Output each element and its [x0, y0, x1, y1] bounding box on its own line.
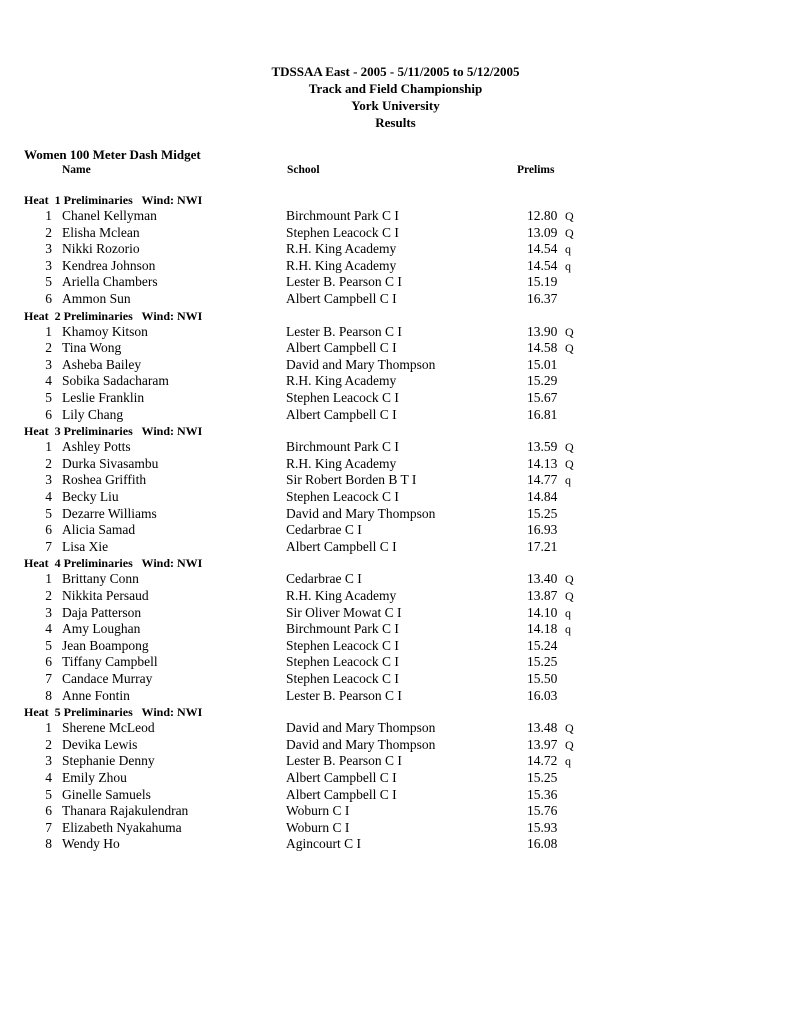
place-cell: 8 [45, 836, 52, 852]
event-title: Women 100 Meter Dash Midget [24, 147, 201, 162]
athlete-name-cell: Ariella Chambers [62, 274, 158, 290]
time-cell: 15.25 [527, 505, 558, 521]
school-cell: Birchmount Park C I [286, 621, 399, 637]
time-cell: 12.80 [527, 208, 558, 223]
time-cell: 15.50 [527, 671, 558, 686]
time-cell: 14.72 [527, 753, 558, 769]
school-cell: R.H. King Academy [286, 241, 397, 257]
time-cell: 14.54 [527, 241, 558, 257]
time-cell: 15.29 [527, 373, 558, 389]
result-row [0, 390, 791, 407]
result-row [0, 820, 791, 837]
qualifier-cell: Q [565, 341, 574, 356]
time-cell: 16.08 [527, 836, 558, 852]
time-cell: 13.97 [527, 736, 558, 752]
athlete-name-cell: Tina Wong [62, 340, 122, 356]
meet-title: TDSSAA East - 2005 - 5/11/2005 to 5/12/2005 [271, 64, 520, 79]
school-cell: Albert Campbell C I [286, 406, 397, 422]
school-cell: Lester B. Pearson C I [286, 687, 402, 703]
school-cell: Woburn C I [286, 803, 350, 819]
school-cell: Stephen Leacock C I [286, 390, 399, 405]
qualifier-cell: q [565, 605, 571, 620]
school-cell: Lester B. Pearson C I [286, 323, 402, 339]
result-row [0, 605, 791, 622]
school-cell: David and Mary Thompson [286, 736, 436, 752]
school-cell: R.H. King Academy [286, 257, 397, 273]
qualifier-cell: q [565, 473, 571, 488]
heat-title: Heat 5 Preliminaries Wind: NWI [24, 705, 203, 720]
time-cell: 15.25 [527, 770, 558, 785]
qualifier-cell: Q [565, 225, 574, 240]
result-row [0, 258, 791, 275]
time-cell: 15.76 [527, 803, 558, 819]
qualifier-cell: Q [565, 589, 574, 603]
qualifier-cell: Q [565, 209, 574, 223]
place-cell: 7 [45, 538, 52, 554]
time-cell: 14.84 [527, 489, 558, 504]
school-cell: Agincourt C I [286, 836, 361, 852]
result-row [0, 688, 791, 705]
time-cell: 13.90 [527, 323, 558, 339]
result-row [0, 324, 791, 341]
qualifier-cell: Q [565, 572, 574, 587]
place-cell: 8 [45, 687, 52, 703]
athlete-name-cell: Roshea Griffith [62, 472, 147, 488]
athlete-name-cell: Elisha Mclean [62, 224, 140, 240]
school-cell: David and Mary Thompson [286, 720, 436, 736]
place-cell: 5 [45, 637, 52, 653]
athlete-name-cell: Elizabeth Nyakahuma [62, 819, 182, 835]
place-cell: 3 [45, 604, 52, 620]
result-row [0, 439, 791, 456]
place-cell: 1 [45, 439, 52, 455]
school-cell: Albert Campbell C I [286, 291, 397, 306]
results-title: Results [375, 115, 416, 130]
result-row [0, 456, 791, 473]
athlete-name-cell: Lisa Xie [62, 538, 109, 554]
athlete-name-cell: Sobika Sadacharam [62, 373, 169, 389]
place-cell: 3 [45, 257, 52, 273]
venue-title: York University [351, 98, 440, 113]
qualifier-cell: Q [565, 721, 574, 736]
result-row [0, 340, 791, 357]
place-cell: 6 [45, 803, 52, 819]
column-header-school: School [287, 164, 320, 176]
result-row [0, 753, 791, 770]
school-cell: Stephen Leacock C I [286, 637, 399, 653]
place-cell: 1 [45, 323, 52, 339]
school-cell: Lester B. Pearson C I [286, 274, 402, 290]
athlete-name-cell: Thanara Rajakulendran [62, 803, 189, 819]
place-cell: 6 [45, 654, 52, 670]
time-cell: 13.09 [527, 224, 558, 240]
time-cell: 16.81 [527, 406, 558, 422]
school-cell: Stephen Leacock C I [286, 671, 399, 686]
athlete-name-cell: Sherene McLeod [62, 720, 155, 736]
school-cell: Albert Campbell C I [286, 340, 397, 356]
time-cell: 15.93 [527, 819, 558, 835]
place-cell: 5 [45, 786, 52, 802]
school-cell: Albert Campbell C I [286, 770, 397, 785]
column-header-prelims: Prelims [517, 164, 555, 176]
time-cell: 14.18 [527, 621, 558, 637]
school-cell: Sir Robert Borden B T I [286, 472, 417, 488]
place-cell: 5 [45, 505, 52, 521]
school-cell: Albert Campbell C I [286, 538, 397, 554]
athlete-name-cell: Anne Fontin [62, 687, 130, 703]
athlete-name-cell: Emily Zhou [62, 770, 127, 785]
place-cell: 6 [45, 406, 52, 422]
time-cell: 13.48 [527, 720, 558, 736]
place-cell: 3 [45, 753, 52, 769]
athlete-name-cell: Dezarre Williams [62, 505, 157, 521]
school-cell: R.H. King Academy [286, 455, 397, 471]
time-cell: 14.13 [527, 455, 558, 471]
athlete-name-cell: Kendrea Johnson [62, 257, 156, 273]
place-cell: 4 [45, 621, 52, 637]
athlete-name-cell: Jean Boampong [62, 637, 149, 653]
time-cell: 15.19 [527, 274, 558, 290]
result-row [0, 671, 791, 688]
school-cell: Birchmount Park C I [286, 208, 399, 223]
result-row [0, 803, 791, 820]
result-row [0, 720, 791, 737]
result-row [0, 407, 791, 424]
result-row [0, 621, 791, 638]
athlete-name-cell: Asheba Bailey [62, 356, 142, 372]
time-cell: 16.37 [527, 291, 558, 306]
result-row [0, 357, 791, 374]
result-row [0, 836, 791, 853]
school-cell: David and Mary Thompson [286, 505, 436, 521]
result-row [0, 506, 791, 523]
result-row [0, 489, 791, 506]
school-cell: Woburn C I [286, 819, 350, 835]
school-cell: Lester B. Pearson C I [286, 753, 402, 769]
school-cell: Sir Oliver Mowat C I [286, 604, 402, 620]
place-cell: 2 [45, 224, 52, 240]
result-row [0, 638, 791, 655]
place-cell: 2 [45, 736, 52, 752]
qualifier-cell: Q [565, 737, 574, 752]
time-cell: 13.40 [527, 571, 558, 587]
heat-title: Heat 3 Preliminaries Wind: NWI [24, 424, 203, 439]
athlete-name-cell: Nikki Rozorio [62, 241, 140, 257]
place-cell: 7 [45, 819, 52, 835]
school-cell: Birchmount Park C I [286, 439, 399, 455]
championship-title: Track and Field Championship [308, 81, 483, 96]
athlete-name-cell: Candace Murray [62, 671, 153, 686]
place-cell: 2 [45, 455, 52, 471]
result-row [0, 522, 791, 539]
time-cell: 15.36 [527, 786, 558, 802]
time-cell: 15.01 [527, 356, 558, 372]
place-cell: 7 [45, 671, 52, 686]
place-cell: 5 [45, 274, 52, 290]
athlete-name-cell: Khamoy Kitson [62, 323, 148, 339]
result-row [0, 274, 791, 291]
athlete-name-cell: Alicia Samad [62, 522, 136, 538]
athlete-name-cell: Tiffany Campbell [62, 654, 158, 670]
qualifier-cell: q [565, 242, 571, 257]
result-row [0, 770, 791, 787]
time-cell: 15.67 [527, 390, 558, 405]
athlete-name-cell: Chanel Kellyman [62, 208, 157, 223]
qualifier-cell: Q [565, 324, 574, 339]
heat-title: Heat 4 Preliminaries Wind: NWI [24, 556, 203, 571]
athlete-name-cell: Stephanie Denny [62, 753, 155, 769]
athlete-name-cell: Ashley Potts [62, 439, 131, 455]
time-cell: 16.03 [527, 687, 558, 703]
athlete-name-cell: Lily Chang [62, 406, 124, 422]
time-cell: 14.10 [527, 604, 558, 620]
school-cell: Stephen Leacock C I [286, 224, 399, 240]
place-cell: 4 [45, 489, 52, 504]
place-cell: 1 [45, 571, 52, 587]
result-row [0, 208, 791, 225]
athlete-name-cell: Durka Sivasambu [62, 455, 159, 471]
time-cell: 16.93 [527, 522, 558, 538]
time-cell: 13.59 [527, 439, 558, 455]
athlete-name-cell: Nikkita Persaud [62, 588, 149, 603]
qualifier-cell: Q [565, 440, 574, 455]
result-row [0, 539, 791, 556]
place-cell: 3 [45, 472, 52, 488]
school-cell: Stephen Leacock C I [286, 654, 399, 670]
athlete-name-cell: Ginelle Samuels [62, 786, 151, 802]
time-cell: 17.21 [527, 538, 558, 554]
time-cell: 14.58 [527, 340, 558, 356]
place-cell: 3 [45, 356, 52, 372]
place-cell: 1 [45, 208, 52, 223]
time-cell: 14.54 [527, 257, 558, 273]
time-cell: 15.25 [527, 654, 558, 670]
time-cell: 14.77 [527, 472, 558, 488]
place-cell: 2 [45, 588, 52, 603]
school-cell: Cedarbrae C I [286, 571, 362, 587]
school-cell: David and Mary Thompson [286, 356, 436, 372]
place-cell: 1 [45, 720, 52, 736]
school-cell: Stephen Leacock C I [286, 489, 399, 504]
athlete-name-cell: Ammon Sun [62, 291, 131, 306]
school-cell: Cedarbrae C I [286, 522, 362, 538]
result-row [0, 787, 791, 804]
result-row [0, 472, 791, 489]
heat-title: Heat 2 Preliminaries Wind: NWI [24, 308, 203, 323]
athlete-name-cell: Becky Liu [62, 489, 119, 504]
place-cell: 6 [45, 522, 52, 538]
school-cell: R.H. King Academy [286, 588, 397, 603]
result-row [0, 291, 791, 308]
qualifier-cell: q [565, 258, 571, 273]
result-row [0, 241, 791, 258]
athlete-name-cell: Wendy Ho [62, 836, 120, 852]
result-row [0, 654, 791, 671]
athlete-name-cell: Devika Lewis [62, 736, 138, 752]
column-header-name: Name [62, 164, 91, 176]
result-row [0, 571, 791, 588]
place-cell: 2 [45, 340, 52, 356]
result-row [0, 225, 791, 242]
place-cell: 3 [45, 241, 52, 257]
place-cell: 4 [45, 770, 52, 785]
school-cell: Albert Campbell C I [286, 786, 397, 802]
result-row [0, 373, 791, 390]
place-cell: 6 [45, 291, 52, 306]
place-cell: 5 [45, 390, 52, 405]
qualifier-cell: q [565, 622, 571, 637]
athlete-name-cell: Brittany Conn [62, 571, 139, 587]
qualifier-cell: q [565, 754, 571, 769]
place-cell: 4 [45, 373, 52, 389]
athlete-name-cell: Amy Loughan [62, 621, 141, 637]
qualifier-cell: Q [565, 456, 574, 471]
result-row [0, 588, 791, 605]
time-cell: 13.87 [527, 588, 558, 603]
school-cell: R.H. King Academy [286, 373, 397, 389]
result-row [0, 737, 791, 754]
heat-title: Heat 1 Preliminaries Wind: NWI [24, 193, 203, 207]
time-cell: 15.24 [527, 637, 558, 653]
athlete-name-cell: Daja Patterson [62, 604, 142, 620]
athlete-name-cell: Leslie Franklin [62, 390, 145, 405]
